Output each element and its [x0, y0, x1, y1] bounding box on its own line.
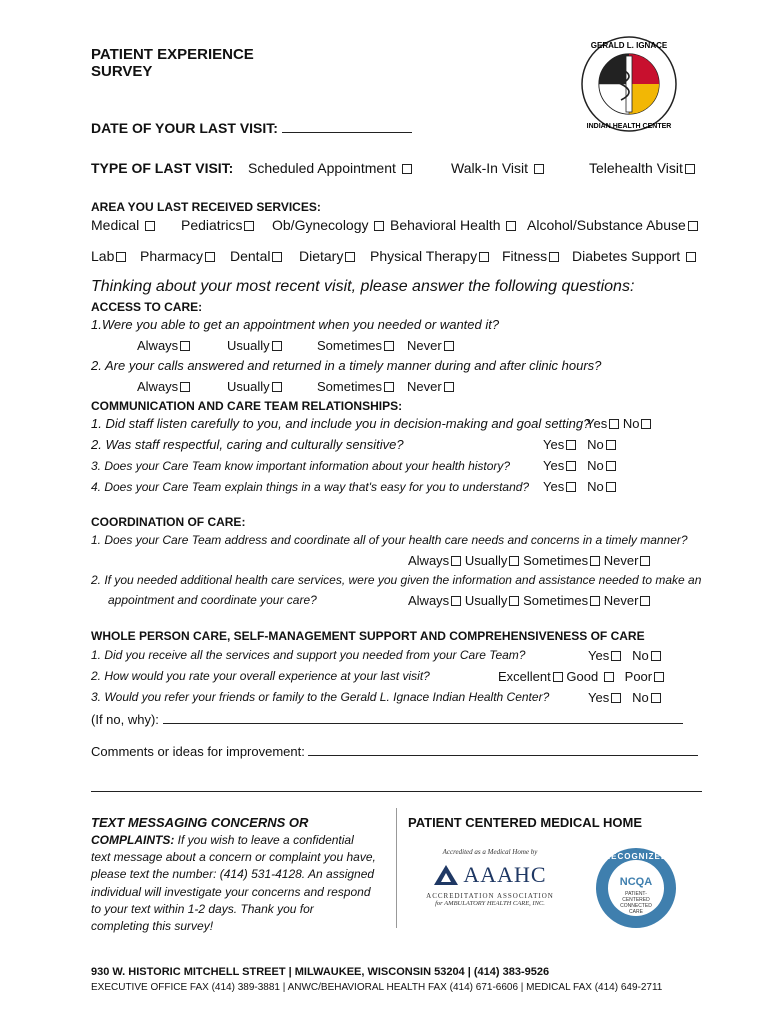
communication-q2: 2. Was staff respectful, caring and culturally sensitive? [91, 437, 404, 452]
option-yes[interactable]: Yes [543, 458, 576, 473]
coordination-heading: COORDINATION OF CARE: [91, 515, 246, 529]
visit-type-walkin[interactable]: Walk-In Visit [451, 160, 544, 176]
section-divider [396, 808, 397, 928]
option-yes[interactable]: Yes [543, 479, 576, 494]
pcmh-heading: PATIENT CENTERED MEDICAL HOME [408, 815, 643, 830]
communication-q1-options [586, 416, 651, 431]
texting-body: COMPLAINTS: If you wish to leave a confidential text message about a concern or complaint you have, please text the number: (414) 531-4128. An assigned individual will investigate your concerns and respond to your text within 1-2 days. Thank you for completing this survey! [91, 833, 376, 934]
coordination-q2-options [408, 593, 650, 608]
service-pediatrics[interactable]: Pediatrics [181, 217, 254, 233]
ncqa-sub: PATIENT-CENTERED CONNECTED CARE [620, 891, 652, 915]
service-alcohol-substance[interactable]: Alcohol/Substance Abuse [527, 217, 698, 233]
comments-field[interactable] [308, 745, 698, 756]
last-visit-date-row [91, 120, 412, 136]
checkbox[interactable] [553, 672, 563, 682]
checkbox[interactable] [444, 341, 454, 351]
option-good[interactable]: Good [566, 669, 613, 684]
whole-person-q1-options [588, 648, 661, 663]
checkbox[interactable] [611, 693, 621, 703]
services-heading: AREA YOU LAST RECEIVED SERVICES: [91, 200, 321, 214]
option-sometimes[interactable]: Sometimes [317, 338, 407, 353]
service-fitness[interactable]: Fitness [502, 248, 559, 264]
service-behavioral-health[interactable]: Behavioral Health [390, 217, 516, 233]
option-no[interactable]: No [632, 648, 661, 663]
page-title: PATIENT EXPERIENCE SURVEY [91, 46, 254, 80]
option-always[interactable]: Always [408, 593, 461, 608]
option-poor[interactable]: Poor [625, 669, 664, 684]
ncqa-ring-text: RECOGNIZED [604, 852, 668, 861]
checkbox[interactable] [205, 252, 215, 262]
last-visit-date-label: DATE OF YOUR LAST VISIT: [91, 120, 278, 136]
option-yes[interactable]: Yes [588, 690, 621, 705]
visit-type-label: TYPE OF LAST VISIT: [91, 160, 234, 176]
option-usually[interactable]: Usually [465, 593, 520, 608]
option-never[interactable]: Never [604, 593, 651, 608]
option-usually[interactable]: Usually [227, 338, 317, 353]
checkbox[interactable] [641, 419, 651, 429]
option-yes[interactable]: Yes [588, 648, 621, 663]
communication-q4-options [543, 479, 616, 494]
checkbox[interactable] [651, 651, 661, 661]
checkbox[interactable] [606, 461, 616, 471]
service-medical[interactable]: Medical [91, 217, 155, 233]
communication-q3: 3. Does your Care Team know important information about your health history? [91, 459, 511, 473]
checkbox[interactable] [509, 596, 519, 606]
health-center-logo [571, 34, 691, 134]
option-never[interactable]: Never [407, 379, 454, 394]
coordination-q2: 2. If you needed additional health care services, were you given the information and assistance needed to make an [91, 573, 702, 587]
whole-person-q1: 1. Did you receive all the services and support you needed from your Care Team? [91, 648, 526, 662]
option-always[interactable]: Always [408, 553, 461, 568]
checkbox[interactable] [640, 596, 650, 606]
checkbox[interactable] [609, 419, 619, 429]
footer-fax: EXECUTIVE OFFICE FAX (414) 389-3881 | ANWC/BEHAVIORAL HEALTH FAX (414) 671-6606 | MEDICAL FAX (414) 649-2711 [91, 982, 663, 993]
last-visit-date-field[interactable] [282, 120, 412, 133]
option-no[interactable]: No [623, 416, 652, 431]
checkbox[interactable] [640, 556, 650, 566]
option-always[interactable]: Always [137, 379, 227, 394]
communication-q4: 4. Does your Care Team explain things in a way that's easy for you to understand? [91, 480, 530, 494]
comments-field-line2[interactable] [91, 791, 702, 792]
option-usually[interactable]: Usually [465, 553, 520, 568]
option-never[interactable]: Never [407, 338, 454, 353]
svg-text:INDIAN HEALTH CENTER: INDIAN HEALTH CENTER [586, 123, 672, 130]
checkbox[interactable] [180, 341, 190, 351]
option-sometimes[interactable]: Sometimes [523, 593, 600, 608]
if-no-why-field[interactable] [163, 713, 683, 724]
checkbox[interactable] [566, 482, 576, 492]
option-no[interactable]: No [587, 437, 616, 452]
visit-type-scheduled[interactable]: Scheduled Appointment [248, 160, 412, 176]
checkbox[interactable] [479, 252, 489, 262]
communication-heading: COMMUNICATION AND CARE TEAM RELATIONSHIPS: [91, 399, 403, 413]
whole-person-heading: WHOLE PERSON CARE, SELF-MANAGEMENT SUPPORT AND COMPREHENSIVENESS OF CARE [91, 629, 645, 643]
access-q1-options [137, 338, 477, 353]
ncqa-badge [594, 846, 678, 930]
checkbox[interactable] [685, 164, 695, 174]
intro-text: Thinking about your most recent visit, please answer the following questions: [91, 278, 635, 295]
checkbox[interactable] [345, 252, 355, 262]
service-diabetes-support[interactable]: Diabetes Support [572, 248, 696, 264]
checkbox[interactable] [688, 221, 698, 231]
access-heading: ACCESS TO CARE: [91, 300, 203, 314]
access-q2: 2. Are your calls answered and returned in a timely manner during and after clinic hours? [91, 358, 602, 373]
checkbox[interactable] [402, 164, 412, 174]
checkbox[interactable] [604, 672, 614, 682]
service-physical-therapy[interactable]: Physical Therapy [370, 248, 489, 264]
service-lab[interactable]: Lab [91, 248, 126, 264]
checkbox[interactable] [451, 556, 461, 566]
comments-label: Comments or ideas for improvement: [91, 744, 305, 759]
coordination-q1: 1. Does your Care Team address and coordinate all of your health care needs and concerns in a timely manner? [91, 533, 688, 547]
aaahc-logo: Accredited as a Medical Home by AAAHC ACCREDITATION ASSOCIATION for AMBULATORY HEALTH CARE, INC. [426, 848, 554, 907]
checkbox[interactable] [651, 693, 661, 703]
checkbox[interactable] [534, 164, 544, 174]
option-usually[interactable]: Usually [227, 379, 317, 394]
checkbox[interactable] [606, 482, 616, 492]
coordination-q2-cont: appointment and coordinate your care? [108, 593, 317, 607]
if-no-why-label: (If no, why): [91, 712, 159, 727]
service-obgyn[interactable]: Ob/Gynecology [272, 217, 384, 233]
if-no-why-row [91, 712, 683, 727]
option-yes[interactable]: Yes [543, 437, 576, 452]
footer-address: 930 W. HISTORIC MITCHELL STREET | MILWAUKEE, WISCONSIN 53204 | (414) 383-9526 [91, 966, 550, 978]
checkbox[interactable] [272, 382, 282, 392]
triangle-icon [433, 864, 459, 886]
checkbox[interactable] [590, 556, 600, 566]
option-excellent[interactable]: Excellent [498, 669, 563, 684]
checkbox[interactable] [384, 341, 394, 351]
checkbox[interactable] [566, 440, 576, 450]
checkbox[interactable] [654, 672, 664, 682]
texting-heading: TEXT MESSAGING CONCERNS OR [91, 815, 309, 830]
coordination-q1-options [408, 553, 650, 568]
communication-q3-options [543, 458, 616, 473]
option-never[interactable]: Never [604, 553, 651, 568]
access-q2-options [137, 379, 477, 394]
option-yes[interactable]: Yes [586, 416, 619, 431]
checkbox[interactable] [384, 382, 394, 392]
visit-type-label-wrap [91, 160, 233, 176]
service-pharmacy[interactable]: Pharmacy [140, 248, 215, 264]
visit-type-telehealth[interactable]: Telehealth Visit [589, 160, 695, 176]
option-always[interactable]: Always [137, 338, 227, 353]
communication-q1: 1. Did staff listen carefully to you, and include you in decision-making and goal setting? [91, 416, 591, 431]
option-sometimes[interactable]: Sometimes [317, 379, 407, 394]
checkbox[interactable] [145, 221, 155, 231]
whole-person-q3-options [588, 690, 661, 705]
option-no[interactable]: No [587, 458, 616, 473]
checkbox[interactable] [272, 341, 282, 351]
access-q1: 1.Were you able to get an appointment when you needed or wanted it? [91, 317, 500, 332]
whole-person-q2: 2. How would you rate your overall experience at your last visit? [91, 669, 430, 683]
comments-row [91, 744, 698, 759]
checkbox[interactable] [606, 440, 616, 450]
ncqa-name: NCQA [619, 876, 653, 888]
option-no[interactable]: No [632, 690, 661, 705]
checkbox[interactable] [686, 252, 696, 262]
checkbox[interactable] [180, 382, 190, 392]
service-dental[interactable]: Dental [230, 248, 282, 264]
checkbox[interactable] [272, 252, 282, 262]
checkbox[interactable] [549, 252, 559, 262]
svg-text:GERALD L. IGNACE: GERALD L. IGNACE [590, 41, 668, 50]
checkbox[interactable] [509, 556, 519, 566]
option-sometimes[interactable]: Sometimes [523, 553, 600, 568]
checkbox[interactable] [590, 596, 600, 606]
checkbox[interactable] [506, 221, 516, 231]
checkbox[interactable] [566, 461, 576, 471]
checkbox[interactable] [451, 596, 461, 606]
option-no[interactable]: No [587, 479, 616, 494]
service-dietary[interactable]: Dietary [299, 248, 355, 264]
whole-person-q2-options [498, 669, 664, 684]
checkbox[interactable] [116, 252, 126, 262]
checkbox[interactable] [374, 221, 384, 231]
communication-q2-options [543, 437, 616, 452]
checkbox[interactable] [244, 221, 254, 231]
checkbox[interactable] [444, 382, 454, 392]
whole-person-q3: 3. Would you refer your friends or family to the Gerald L. Ignace Indian Health Center? [91, 690, 550, 704]
checkbox[interactable] [611, 651, 621, 661]
